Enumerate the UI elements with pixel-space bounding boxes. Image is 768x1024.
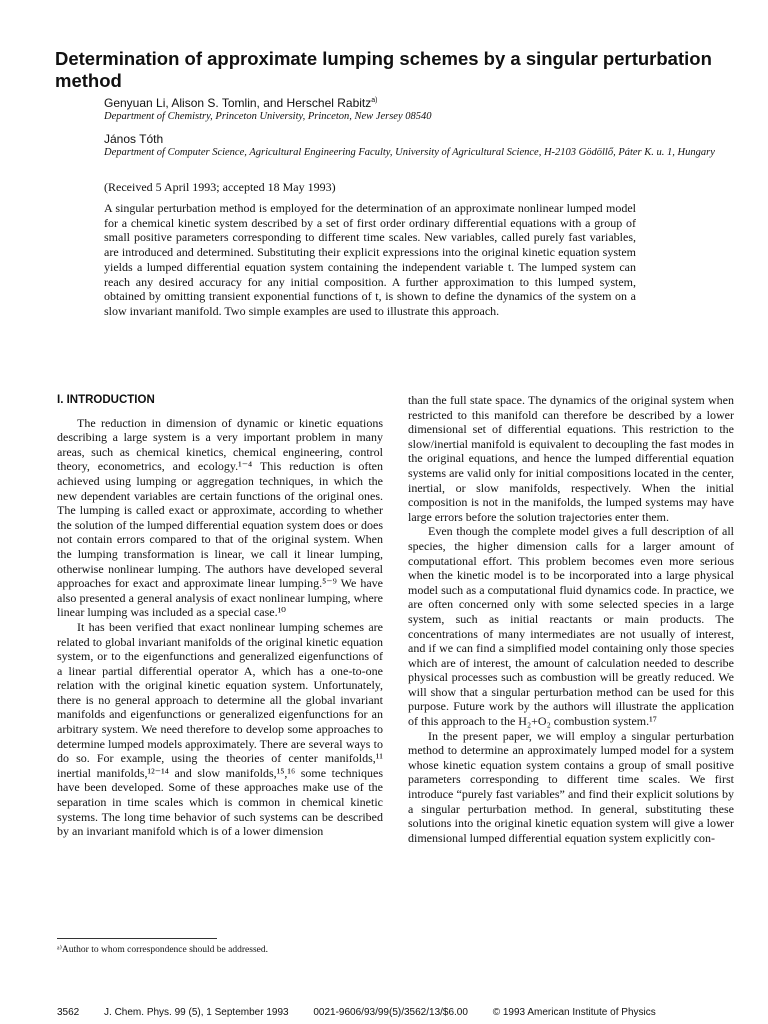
page-number: 3562 (57, 1007, 80, 1018)
paper-title: Determination of approximate lumping schemes by a singular perturbation method (55, 48, 712, 91)
page-footer (57, 1007, 717, 1018)
author-note-mark: a) (371, 97, 378, 104)
right-column (408, 393, 734, 845)
intro-paragraph-4: Even though the complete model gives a full description of all species, the higher dimension calls for a larger amount of computational effort. This problem becomes even more serious when the kinetic model is to be incorporated into a large physical model such as a computational fluid dynamics code. In practice, we are often concerned only with some selected species in a large system, such as initial reactants or main products. The concentrations of many intermediates are not usually of interest, and if we can find a simplified model containing only those species which are of interest, the amount of calculation needed to describe physical processes such as combustion will be greatly reduced. We will show that a singular perturbation method can be used for this purpose. Future work by the authors will illustrate the application of this approach to the H₂+O₂ combustion system.¹⁷ (408, 524, 734, 729)
intro-paragraph-1: The reduction in dimension of dynamic or kinetic equations describing a large system is a very important problem in many areas, such as chemical kinetics, chemical engineering, control theory, econometrics, and ecology.¹⁻⁴ This reduction is often achieved using lumping or aggregation techniques, in which the new dependent variables are certain functions of the original ones. The lumping is called exact or approximate, according to whether the solution of the lumped differential equation system does or does not contain errors compared to that of the original system. When the lumping transformation is linear, we call it linear lumping, otherwise nonlinear lumping. The authors have developed several approaches for exact and approximate linear lumping.⁵⁻⁹ We have also presented a general analysis of exact nonlinear lumping, where linear lumping was included as a special case.¹⁰ (57, 415, 383, 620)
author-2: János Tóth (104, 132, 164, 146)
article-code: 0021-9606/93/99(5)/3562/13/$6.00 (313, 1007, 468, 1018)
affiliation-2: Department of Computer Science, Agricultural Engineering Faculty, University of Agricultural Science, H-2103 Gödöllő, Páter K. u. 1, Hungary (104, 147, 715, 158)
footnote-divider (57, 938, 217, 939)
abstract: A singular perturbation method is employed for the determination of an approximate nonlinear lumped model for a chemical kinetic system described by a set of first order ordinary differential equations with a group of small positive parameters corresponding to different time scales. New variables, called purely fast variables, are introduced and determined. Substituting their explicit expressions into the original kinetic equation system yields a lumped differential equation system containing the independent variable t. The lumped system can reach any desired accuracy for any initial composition. A further approximation to this lumped system, obtained by omitting transient exponential functions of t, is shown to define the dynamics of the system on a slow invariant manifold. Two simple examples are used to illustrate this approach. (104, 201, 636, 318)
intro-paragraph-5: In the present paper, we will employ a singular perturbation method to determine an approximately lumped model for a system whose kinetic equation system contains a group of small positive parameters corresponding to different time scales. We first introduce “purely fast variables” and find their explicit solutions by a singular perturbation method. In general, substituting these solutions into the original kinetic equation system will give a lower dimensional lumped differential equation system explicitly con- (408, 728, 734, 845)
author-names: Genyuan Li, Alison S. Tomlin, and Herschel Rabitz (104, 96, 372, 110)
footnote: ᵃ⁾Author to whom correspondence should be addressed. (57, 945, 268, 955)
intro-paragraph-3: than the full state space. The dynamics of the original system when restricted to this manifold can therefore be described by a lower dimensional set of differential equations. This restriction to the slow/inertial manifold is equivalent to decoupling the fast modes in the original equations, and hence the lumped differential equation systems are valid only for initial compositions located in the center, inertial, or slow manifolds, respectively. When the initial composition is not in the manifolds, the lumped systems may have large errors before the solution trajectories enter them. (408, 393, 734, 524)
section-heading: I. INTRODUCTION (57, 394, 155, 406)
affiliation-1: Department of Chemistry, Princeton University, Princeton, New Jersey 08540 (104, 111, 432, 122)
copyright: © 1993 American Institute of Physics (492, 1007, 656, 1018)
journal-citation: J. Chem. Phys. 99 (5), 1 September 1993 (104, 1007, 289, 1018)
intro-paragraph-2: It has been verified that exact nonlinear lumping schemes are related to global invariant manifolds of the original kinetic equation system, or to the eigenfunctions and generalized eigenfunctions of a linear partial differential operator A, which has a one-to-one relation with the original kinetic equation system. Unfortunately, there is no general approach to determine all the global invariant manifolds and eigenfunctions or generalized eigenfunctions for an arbitrary system. We need therefore to develop some approaches to determine lumped models approximately. There are several ways to do so. For example, using the theories of center manifolds,¹¹ inertial manifolds,¹²⁻¹⁴ and slow manifolds,¹⁵,¹⁶ some techniques have been developed. Some of these approaches make use of the separation in time scales which is common in chemical kinetic systems. The long time behavior of such systems can be described by an invariant manifold which is of a lower dimension (57, 619, 383, 839)
authors (104, 96, 724, 111)
left-column (57, 393, 383, 839)
received-dates: (Received 5 April 1993; accepted 18 May 1993) (104, 180, 336, 194)
